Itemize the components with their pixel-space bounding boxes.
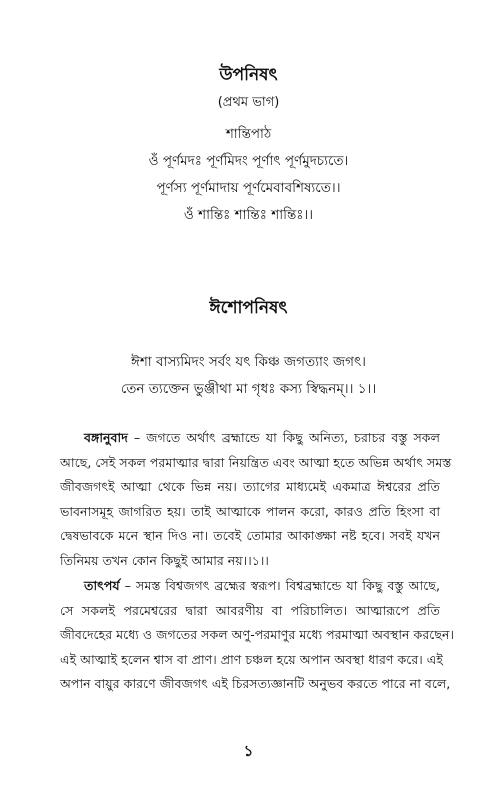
verse-line: ঈশা বাস্যমিদং সর্বং যৎ কিঞ্চ জগত্যাং জগৎ। (131, 354, 366, 370)
paragraph-line: সে সকলই পরমেশ্বরের দ্বারা আবরণীয় বা পরিচালিত। আত্মারূপে প্রতি (60, 602, 440, 618)
paragraph-line: তিনিময় তখন কোন কিছুই আমার নয়।।১।। (60, 552, 269, 568)
shanti-line: ওঁ পূর্ণমদঃ পূর্ণমিদং পূর্ণাৎ পূর্ণমুদচ্যতে। (148, 153, 349, 169)
paragraph-line: আছে, সেই সকল পরমাত্মার দ্বারা নিয়ন্ত্রিত এবং আত্মা হতে অভিন্ন অর্থাৎ সমস্ত (60, 454, 452, 470)
section-title: ঈশোপনিষৎ (209, 298, 288, 318)
paragraph-line: দ্বেষভাবকে মনে স্থান দিও না। তবেই তোমার আকাঙ্ক্ষা নষ্ট হবে। সবই যখন (60, 528, 440, 543)
page-number: ১ (243, 742, 254, 760)
translation-paragraph (60, 426, 452, 573)
page-subtitle: (প্রথম ভাগ) (217, 95, 280, 110)
line-text: – সমস্ত বিশ্বজগৎ ব্রহ্মের স্বরূপ। বিশ্বব্রহ্মান্ডে যা কিছু বস্তু আছে, (119, 578, 440, 593)
paragraph-line (60, 574, 440, 599)
translation-lead: বঙ্গানুবাদ (84, 430, 128, 445)
shanti-heading: শান্তিপাঠ (225, 126, 272, 142)
meaning-paragraph (60, 574, 454, 697)
paragraph-line: এই আত্মাই হলেন শ্বাস বা প্রাণ। প্রাণ চঞ্চল হয়ে অপান অবস্থা ধারণ করে। এই (60, 651, 443, 667)
paragraph-line: জীবজগৎই আত্মা থেকে ভিন্ন নয়। ত্যাগের মাধ্যমেই একমাত্র ঈশ্বরের প্রতি (60, 479, 440, 494)
line-text: – জগতে অর্থাৎ ব্রহ্মান্ডে যা কিছু অনিত্য, চরাচর বস্তু সকল (127, 430, 440, 445)
paragraph-line (60, 426, 440, 451)
verse-line: তেন ত্যক্তেন ভুঞ্জীথা মা গৃধঃ কস্য স্বিদ্ধনম্।। ১।। (120, 381, 377, 397)
meaning-lead: তাৎপর্য (84, 578, 120, 593)
shanti-line: পূর্ণস্য পূর্ণমাদায় পূর্ণমেবাবশিষ্যতে।। (156, 180, 341, 196)
shanti-line: ওঁ শান্তিঃ শান্তিঃ শান্তিঃ।। (183, 207, 314, 223)
paragraph-line: ভাবনাসমূহ জাগরিত হয়। তাই আত্মাকে পালন করো, কারও প্রতি হিংসা বা (60, 503, 440, 519)
page-title: উপনিষৎ (219, 65, 278, 85)
paragraph-line: জীবদেহের মধ্যে ও জগতের সকল অণু-পরমাণুর মধ্যে পরমাত্মা অবস্থান করছেন। (60, 627, 454, 642)
paragraph-line: অপান বায়ুর কারণে জীবজগৎ এই চিরসত্যজ্ঞানটি অনুভব করতে পারে না বলে, (60, 676, 451, 691)
